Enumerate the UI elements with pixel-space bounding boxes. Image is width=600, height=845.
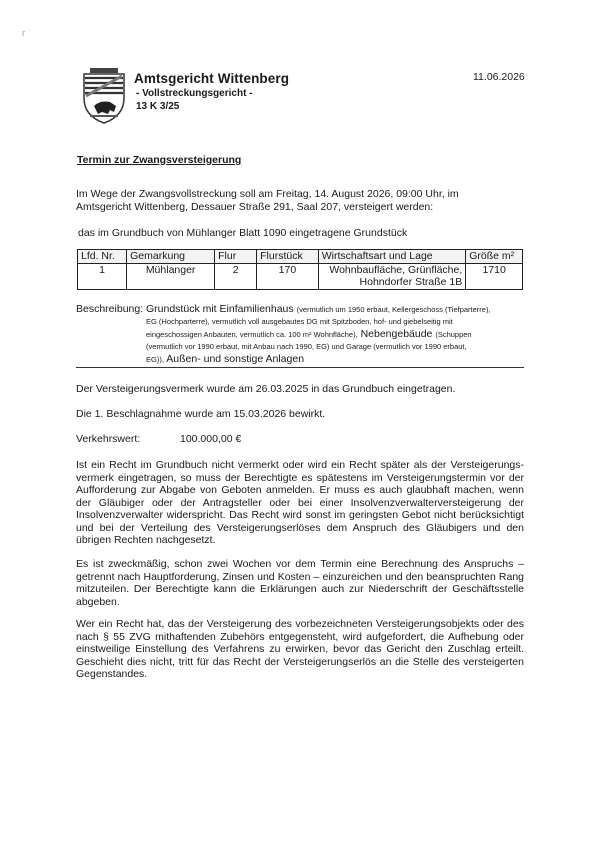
description-main-3: Nebengebäude xyxy=(360,328,433,340)
intro-line-1: Im Wege der Zwangsvollstreckung soll am Freitag, 14. August 2026, 09:00 Uhr, im xyxy=(76,188,459,200)
description-main-5: Außen- und sonstige Anlagen xyxy=(166,353,305,365)
col-header-lfd: Lfd. Nr. xyxy=(78,250,127,264)
court-name: Amtsgericht Wittenberg xyxy=(134,71,290,86)
description-small-3b: (Schuppen xyxy=(435,330,472,339)
beschlagnahme-line: Die 1. Beschlagnahme wurde am 15.03.2026 bewirkt. xyxy=(76,408,326,420)
paragraph-berechnung: Es ist zweckmäßig, schon zwei Wochen vor dem Termin eine Berechnung des Anspruchs – getrennt nach Hauptforderung, Zinsen und Kosten – einzureichen und den beanspruchten Rang mitzuteilen. Der Berechtigte kann die Erklärungen auch zur Niederschrift der Geschäftsstelle abgeben. xyxy=(76,558,524,608)
property-table xyxy=(77,249,523,290)
scan-mark: r xyxy=(22,28,25,38)
description-small-5: EG)), xyxy=(146,355,164,364)
cell-flur: 2 xyxy=(215,263,257,276)
description-small-1: (vermutlich um 1950 erbaut, Kellergeschoss (Tiefparterre), xyxy=(296,305,491,314)
case-number: 13 K 3/25 xyxy=(136,101,180,112)
document-title: Termin zur Zwangsversteigerung xyxy=(77,154,242,166)
table-row xyxy=(78,263,523,276)
intro-line-2: Amtsgericht Wittenberg, Dessauer Straße 291, Saal 207, versteigert werden: xyxy=(76,201,434,213)
description-label: Beschreibung: xyxy=(76,303,144,315)
court-subtitle: - Vollstreckungsgericht - xyxy=(136,88,253,99)
coat-of-arms-icon xyxy=(82,68,126,124)
cell-flurstueck xyxy=(257,276,319,289)
property-description xyxy=(76,303,524,366)
cell-flurstueck: 170 xyxy=(257,263,319,276)
description-small-2: EG (Hochparterre), vermutlich voll ausgebautes DG mit Spitzboden, hof- und giebelseitig mit xyxy=(146,317,453,326)
col-header-wirtschaftsart: Wirtschaftsart und Lage xyxy=(318,250,466,264)
divider xyxy=(76,367,524,368)
description-main-1: Grundstück mit Einfamilienhaus xyxy=(146,303,294,315)
cell-lfd: 1 xyxy=(78,263,127,276)
cell-gemarkung: Mühlanger xyxy=(127,263,215,276)
cell-groesse xyxy=(466,276,523,289)
cell-lfd xyxy=(78,276,127,289)
grundbuch-line: das im Grundbuch von Mühlanger Blatt 1090 eingetragene Grundstück xyxy=(78,227,408,239)
cell-wirtschaftsart: Hohndorfer Straße 1B xyxy=(318,276,466,289)
description-small-4: (vermutlich vor 1990 erbaut, mit Anbau nach 1990, EG) und Garage (vermutlich vor 1990 erbaut, xyxy=(146,342,467,351)
vermerk-line: Der Versteigerungsvermerk wurde am 26.03.2025 in das Grundbuch eingetragen. xyxy=(76,383,456,395)
cell-flur xyxy=(215,276,257,289)
paragraph-entgegenstehende-rechte: Wer ein Recht hat, das der Versteigerung des vorbezeichneten Versteigerungsobjekts oder des nach § 55 ZVG mithaftenden Zubehörs entgegensteht, wird aufgefordert, die Aufhebung oder einstweilige Einstellung des Verfahrens zu erwirken, bevor das Gericht den Zuschlag erteilt. Geschieht dies nicht, tritt für das Recht der Versteigerungserlös an die Stelle des versteigerten Gegenstandes. xyxy=(76,618,524,680)
cell-gemarkung xyxy=(127,276,215,289)
verkehrswert-value: 100.000,00 € xyxy=(180,433,242,445)
table-header-row xyxy=(78,250,523,264)
col-header-flurstueck: Flurstück xyxy=(257,250,319,264)
paragraph-anmeldung: Ist ein Recht im Grundbuch nicht vermerkt oder wird ein Recht später als der Versteigerungs-vermerk eingetragen, so muss der Berechtigte es spätestens im Versteigerungstermin vor der Aufforderung zur Abgabe von Geboten anmelden. Er muss es auch glaubhaft machen, wenn der Gläubiger oder der Antragsteller oder bei einer Insolvenzverwalterversteigerung der Insolvenzverwalter widerspricht. Das Recht wird sonst im geringsten Gebot nicht berücksichtigt und bei der Verteilung des Versteigerungserlöses dem Anspruch des Gläubigers und den übrigen Rechten nachgesetzt. xyxy=(76,459,524,546)
cell-wirtschaftsart: Wohnbaufläche, Grünfläche, xyxy=(318,263,466,276)
verkehrswert-label: Verkehrswert: xyxy=(76,433,141,445)
col-header-groesse: Größe m² xyxy=(466,250,523,264)
col-header-flur: Flur xyxy=(215,250,257,264)
col-header-gemarkung: Gemarkung xyxy=(127,250,215,264)
document-date: 11.06.2026 xyxy=(473,71,525,83)
cell-groesse: 1710 xyxy=(466,263,523,276)
table-row xyxy=(78,276,523,289)
description-small-3: eingeschossigen Anbauten, vermutlich ca. 100 m² Wohnfläche), xyxy=(146,330,358,339)
